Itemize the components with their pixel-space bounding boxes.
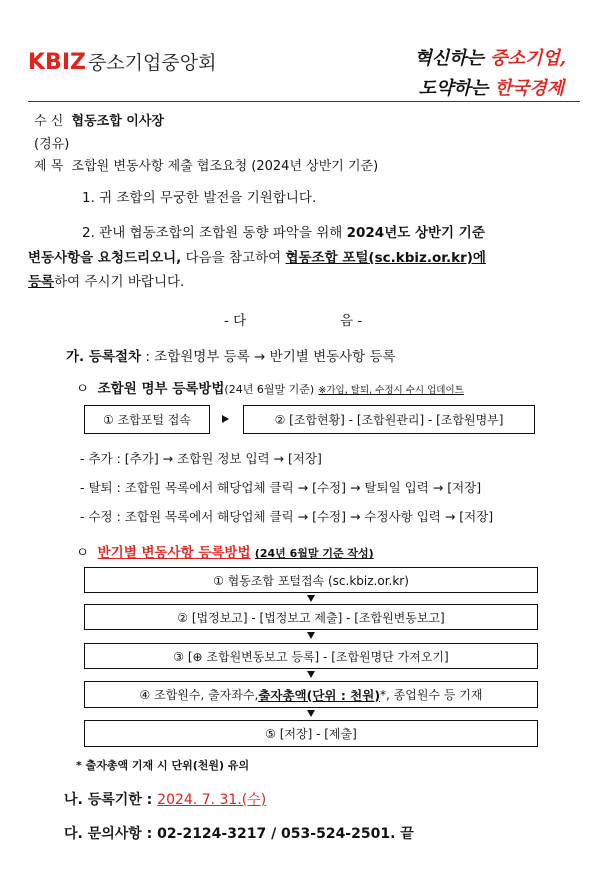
recipient-value: 협동조합 이사장	[71, 114, 164, 129]
section-na-label: 나. 등록기한 :	[64, 792, 158, 808]
portal-link-text: 협동조합 포털(sc.kbiz.or.kr)에	[285, 250, 486, 266]
flow-box-menu-path: ② [조합현황] - [조합원관리] - [조합원명부]	[243, 405, 535, 434]
paragraph-2-line-1	[82, 221, 485, 241]
flow-step-5: ⑤ [저장] - [제출]	[84, 720, 538, 747]
paragraph-emphasis: 등록	[28, 274, 55, 290]
section-ga	[66, 345, 396, 365]
paragraph-text: 2. 관내 협동조합의 조합원 동향 파악을 위해	[82, 225, 347, 241]
method1-note: ※가입, 탈퇴, 수정시 수시 업데이트	[318, 385, 464, 396]
method1-heading	[76, 377, 464, 397]
subject-line	[34, 155, 378, 174]
slogan-highlight: 한국경제	[494, 78, 564, 99]
paragraph-emphasis: 2024년도 상반기 기준	[346, 225, 485, 241]
slogan-line-2	[419, 74, 564, 100]
subject-label: 제 목	[34, 159, 64, 174]
section-na	[64, 789, 266, 809]
slogan-line-1	[414, 44, 566, 70]
paragraph-2-line-3	[28, 270, 184, 290]
flow-box-portal: ① 조합포털 접속	[84, 405, 210, 434]
method1-item-add: - 추가 : [추가] → 조합원 정보 입력 → [저장]	[80, 451, 322, 466]
arrow-right-icon	[222, 415, 229, 423]
paragraph-text: 다음을 참고하여	[181, 250, 286, 266]
paragraph-2-line-2	[28, 246, 486, 266]
flow-step-2: ② [법정보고] - [법정보고 제출] - [조합원변동보고]	[84, 604, 538, 630]
arrow-down-icon	[307, 632, 315, 639]
method2-title: 반기별 변동사항 등록방법	[97, 545, 251, 561]
paragraph-emphasis: 변동사항을 요청드리오니,	[28, 250, 182, 266]
bullet-icon: ㅇ	[76, 381, 90, 397]
bullet-icon: ㅇ	[76, 545, 90, 561]
section-da: 다. 문의사항 : 02-2124-3217 / 053-524-2501. 끝	[64, 826, 414, 842]
step4-emphasis: 출자총액(단위 : 천원)	[258, 687, 381, 703]
slogan-highlight: 중소기업,	[490, 48, 566, 69]
da-heading-right: 음 -	[340, 313, 363, 329]
slogan-text: 혁신하는	[414, 48, 491, 69]
logo-brand: KBIZ	[28, 50, 86, 75]
flow-step-4	[84, 681, 538, 708]
slogan-text: 도약하는	[418, 78, 495, 99]
paragraph-text: 하여 주시기 바랍니다.	[54, 274, 185, 290]
kbiz-logo	[28, 48, 216, 75]
subject-value: 조합원 변동사항 제출 협조요청 (2024년 상반기 기준)	[71, 159, 379, 174]
arrow-down-icon	[307, 671, 315, 678]
da-heading-left: - 다	[224, 313, 247, 329]
via-line: (경유)	[34, 137, 70, 152]
arrow-down-icon	[307, 710, 315, 717]
logo-org-name: 중소기업중앙회	[87, 52, 217, 74]
flow-step-3: ③ [⊕ 조합원변동보고 등록] - [조합원명단 가져오기]	[84, 643, 538, 669]
recipient-line	[34, 110, 164, 129]
step4-text: ④ 조합원수, 출자좌수,	[139, 688, 259, 702]
section-ga-text: : 조합원명부 등록 → 반기별 변동사항 등록	[141, 349, 396, 365]
deadline-date: 2024. 7. 31.(수)	[157, 792, 267, 808]
method1-item-withdraw: - 탈퇴 : 조합원 목록에서 해당업체 클릭 → [수정] → 탈퇴일 입력 → [저장]	[80, 480, 482, 495]
header-divider	[28, 101, 580, 102]
arrow-down-icon	[307, 595, 315, 602]
section-ga-label: 가. 등록절차	[66, 349, 142, 365]
method1-title: 조합원 명부 등록방법	[97, 381, 225, 397]
method1-item-edit: - 수정 : 조합원 목록에서 해당업체 클릭 → [수정] → 수정사항 입력 → [저장]	[80, 509, 494, 524]
recipient-label: 수 신	[34, 114, 64, 129]
method2-date: (24년 6월말 기준 작성)	[254, 547, 374, 560]
method1-date: (24년 6월말 기준)	[224, 383, 315, 396]
footnote: * 출자총액 기재 시 단위(천원) 유의	[76, 759, 250, 772]
step4-text-tail: *, 종업원수 등 기재	[380, 688, 483, 702]
method2-heading	[76, 541, 374, 561]
paragraph-1: 1. 귀 조합의 무궁한 발전을 기원합니다.	[82, 190, 317, 206]
flow-step-1: ① 협동조합 포털접속 (sc.kbiz.or.kr)	[84, 567, 538, 593]
